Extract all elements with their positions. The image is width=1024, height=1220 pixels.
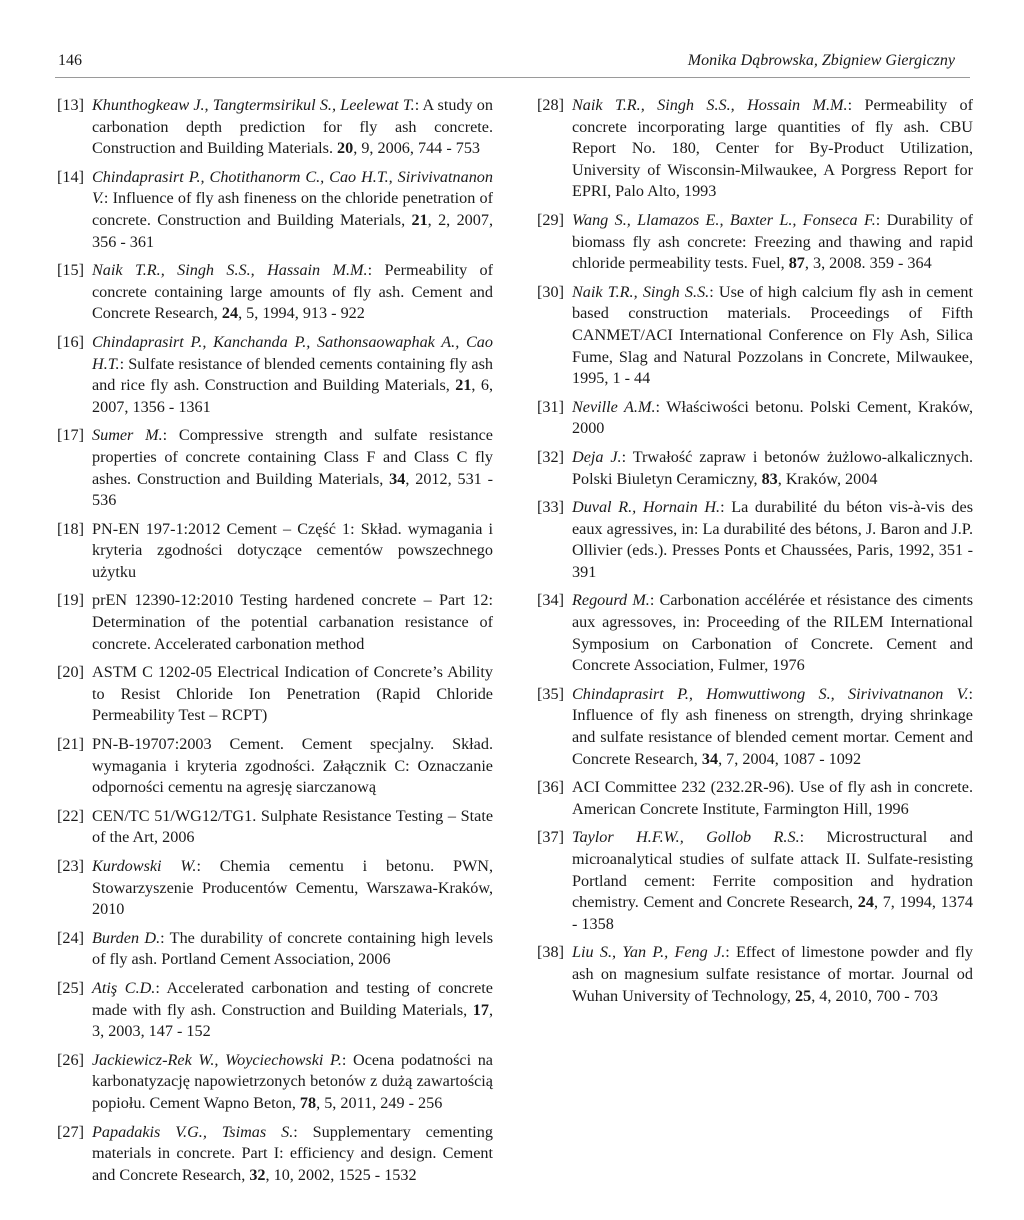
reference-volume: 24 [857, 893, 874, 912]
reference-authors: Wang S., Llamazos E., Baxter L., Fonseca F. [572, 210, 876, 229]
reference-text: : Chemia cementu i betonu. PWN, Stowarzyszenie Producentów Cementu, Warszawa-Kraków, 2010 [92, 857, 493, 919]
page-header [55, 50, 970, 74]
reference-details: , 7, 1994, 1374 - 1358 [572, 893, 974, 933]
reference-number: [38] [537, 943, 564, 962]
reference-details: , 5, 1994, 913 - 922 [238, 304, 365, 323]
reference-authors: Khunthogkeaw J., Tangtermsirikul S., Leelewat T. [92, 96, 415, 114]
reference-text: : Permeability of concrete incorporating large quantities of fly ash. CBU Report No. 180, Center for By-Product Utilization, University of Wisconsin-Milwaukee, A Porgress Report for EPRI, Palo Alto, 1993 [572, 96, 974, 201]
reference-text: : Accelerated carbonation and testing of concrete made with fly ash. Construction and Building Materials, [92, 978, 493, 1019]
reference-entry [57, 806, 493, 849]
reference-details: , 3, 2008. 359 - 364 [804, 254, 932, 273]
reference-entry [57, 425, 493, 511]
reference-text: : Właściwości betonu. Polski Cement, Kraków, 2000 [572, 397, 973, 438]
reference-volume: 21 [455, 376, 472, 395]
reference-entry [537, 827, 973, 935]
reference-authors: Atiş C.D. [92, 978, 156, 997]
reference-text: : Durability of biomass fly ash concrete: Freezing and thawing and rapid chloride permeability tests. Fuel, [572, 210, 973, 273]
reference-authors: Liu S., Yan P., Feng J. [572, 943, 726, 962]
references-right-column [537, 95, 973, 1014]
reference-number: [25] [57, 978, 84, 997]
reference-number: [21] [57, 735, 84, 754]
running-head-authors: Monika Dąbrowska, Zbigniew Giergiczny [687, 52, 955, 69]
reference-volume: 20 [337, 139, 354, 158]
reference-details: , 2012, 531 - 536 [92, 469, 493, 510]
reference-details: , 10, 2002, 1525 - 1532 [265, 1165, 417, 1184]
reference-entry [537, 95, 973, 203]
reference-number: [30] [537, 282, 564, 301]
reference-text: : Carbonation accélérée et résistance des ciments aux agressoves, in: Proceeding of the RILEM International Symposium on Carbonation of Concrete. Cement and Concrete Association, Fulmer, 1976 [572, 591, 973, 675]
reference-number: [16] [57, 332, 84, 351]
reference-entry [57, 1122, 493, 1187]
reference-entry [57, 734, 493, 799]
reference-number: [19] [57, 591, 84, 610]
reference-entry [57, 978, 493, 1043]
reference-number: [31] [537, 397, 564, 416]
reference-details: , 6, 2007, 1356 - 1361 [92, 376, 494, 416]
reference-number: [29] [537, 210, 564, 229]
reference-number: [24] [57, 928, 84, 947]
reference-text: : Permeability of concrete containing large amounts of fly ash. Cement and Concrete Research, [92, 261, 494, 323]
reference-authors: Chindaprasirt P., Chotithanorm C., Cao H.T., Sirivivatnanon V. [92, 167, 493, 208]
reference-text: : La durabilité du béton vis-à-vis des eaux agressives, in: La durabilité des bétons, J. Baron and J.P. Ollivier (eds.). Presses Ponts et Chaussées, Paris, 1992, 351 - 391 [572, 498, 974, 581]
reference-text: : Microstructural and microanalytical studies of sulfate attack II. Sulfate-resisting Portland cement: Ferrite composition and hydration chemistry. Cement and Concrete Research, [572, 828, 973, 912]
reference-number: [36] [537, 778, 564, 797]
reference-entry [57, 590, 493, 655]
reference-entry [537, 590, 973, 676]
reference-volume: 25 [795, 986, 812, 1005]
reference-entry [537, 942, 973, 1007]
reference-number: [20] [57, 663, 84, 682]
reference-entry [537, 210, 973, 275]
reference-volume: 83 [761, 469, 778, 488]
reference-authors: Naik T.R., Singh S.S., Hassain M.M. [92, 261, 368, 280]
reference-authors: Papadakis V.G., Tsimas S. [92, 1122, 294, 1141]
reference-details: , 3, 2003, 147 - 152 [92, 1000, 493, 1041]
reference-volume: 24 [221, 304, 239, 323]
reference-text: CEN/TC 51/WG12/TG1. Sulphate Resistance Testing – State of the Art, 2006 [92, 806, 493, 847]
reference-authors: Regourd M. [572, 591, 650, 610]
reference-authors: Duval R., Hornain H. [572, 498, 721, 517]
reference-volume: 78 [299, 1093, 317, 1112]
reference-entry [537, 397, 973, 440]
reference-text: prEN 12390-12:2010 Testing hardened concrete – Part 12: Determination of the potential carbanation resistance of concrete. Accelerated carbonation method [92, 591, 493, 653]
reference-entry [57, 167, 493, 253]
header-rule [55, 77, 970, 78]
reference-authors: Naik T.R., Singh S.S. [572, 282, 710, 301]
reference-authors: Taylor H.F.W., Gollob R.S. [572, 828, 800, 847]
reference-text: : Sulfate resistance of blended cements containing fly ash and rice fly ash. Construction and Building Materials, [92, 354, 493, 395]
reference-number: [26] [57, 1050, 84, 1069]
reference-details: , 9, 2006, 744 - 753 [353, 139, 481, 158]
reference-authors: Sumer M. [92, 426, 163, 445]
reference-details: , Kraków, 2004 [777, 469, 878, 488]
reference-text: ASTM C 1202-05 Electrical Indication of Concrete’s Ability to Resist Chloride Ion Penetration (Rapid Chloride Permeability Test – RCPT) [92, 663, 493, 725]
reference-entry [57, 662, 493, 727]
reference-text: : The durability of concrete containing high levels of fly ash. Portland Cement Association, 2006 [92, 928, 493, 969]
reference-number: [15] [57, 261, 84, 280]
reference-entry [57, 928, 493, 971]
reference-number: [18] [57, 519, 84, 538]
reference-entry [537, 684, 973, 770]
reference-volume: 17 [472, 1000, 489, 1019]
reference-number: [23] [57, 857, 84, 875]
reference-text: : Influence of fly ash fineness on strength, drying shrinkage and sulfate resistance of blended cement mortar. Cement and Concrete Research, [572, 684, 973, 768]
reference-details: , 7, 2004, 1087 - 1092 [718, 749, 862, 768]
reference-entry [57, 332, 493, 418]
reference-number: [37] [537, 828, 564, 847]
reference-text: : Trwałość zapraw i betonów żużlowo-alkalicznych. Polski Biuletyn Ceramiczny, [572, 447, 974, 488]
reference-authors: Kurdowski W. [92, 857, 197, 875]
reference-text: : Supplementary cementing materials in concrete. Part I: efficiency and design. Cement and Concrete Research, [92, 1122, 493, 1184]
reference-number: [34] [537, 591, 564, 610]
reference-number: [22] [57, 806, 84, 825]
reference-text: : Influence of fly ash fineness on the chloride penetration of concrete. Construction and Building Materials, [92, 189, 493, 229]
reference-entry [57, 95, 493, 160]
reference-entry [57, 856, 493, 921]
reference-text: : Effect of limestone powder and fly ash on magnesium sulfate resistance of mortar. Journal od Wuhan University of Technology, [572, 943, 973, 1005]
references-left-column [57, 95, 493, 1193]
reference-number: [35] [537, 684, 564, 703]
reference-number: [32] [537, 447, 564, 466]
reference-authors: Naik T.R., Singh S.S., Hossain M.M. [572, 96, 848, 114]
reference-authors: Chindaprasirt P., Homwuttiwong S., Sirivivatnanon V. [572, 684, 969, 703]
reference-entry [537, 497, 973, 583]
reference-entry [57, 1050, 493, 1115]
reference-text: : A study on carbonation depth prediction for fly ash concrete. Construction and Building Materials. [92, 96, 493, 158]
reference-authors: Chindaprasirt P., Kanchanda P., Sathonsaowaphak A., Cao H.T. [92, 332, 493, 373]
page-number: 146 [58, 52, 82, 69]
reference-text: : Compressive strength and sulfate resistance properties of concrete containing Class F and Class C fly ashes. Construction and Building Materials, [92, 426, 493, 488]
reference-authors: Jackiewicz-Rek W., Woyciechowski P. [92, 1050, 342, 1069]
reference-text: PN-EN 197-1:2012 Cement – Część 1: Skład. wymagania i kryteria zgodności dotyczące cementów powszechnego użytku [92, 519, 493, 581]
reference-entry [57, 260, 493, 325]
reference-volume: 32 [249, 1165, 266, 1184]
reference-details: , 5, 2011, 249 - 256 [316, 1093, 443, 1112]
reference-volume: 34 [701, 749, 719, 768]
reference-number: [13] [57, 96, 84, 114]
reference-authors: Deja J. [572, 447, 622, 466]
reference-text: PN-B-19707:2003 Cement. Cement specjalny. Skład. wymagania i kryteria zgodności. Załącznik C: Oznaczanie odporności cementu na agresję siarczanową [92, 735, 493, 797]
reference-authors: Neville A.M. [572, 397, 656, 416]
reference-details: , 2, 2007, 356 - 361 [92, 210, 493, 251]
reference-volume: 34 [389, 469, 406, 488]
reference-number: [14] [57, 167, 84, 186]
reference-text: : Use of high calcium fly ash in cement based construction materials. Proceedings of Fifth CANMET/ACI International Conference on Fly Ash, Silica Fume, Slag and Natural Pozzolans in Concrete, Milwaukee, 1995, 1 - 44 [572, 282, 974, 388]
reference-entry [57, 519, 493, 584]
reference-authors: Burden D. [92, 928, 161, 947]
reference-text: ACI Committee 232 (232.2R-96). Use of fly ash in concrete. American Concrete Institute, Farmington Hill, 1996 [572, 778, 973, 818]
reference-volume: 87 [788, 254, 805, 273]
reference-details: , 4, 2010, 700 - 703 [811, 986, 938, 1005]
reference-number: [17] [57, 426, 84, 445]
reference-text: : Ocena podatności na karbonatyzację napowietrzonych betonów z dużą zawartością popiołu. Cement Wapno Beton, [92, 1050, 493, 1112]
reference-number: [28] [537, 96, 564, 114]
reference-entry [537, 777, 973, 820]
reference-number: [33] [537, 498, 564, 517]
reference-entry [537, 282, 973, 390]
reference-entry [537, 447, 973, 490]
reference-number: [27] [57, 1122, 84, 1141]
reference-volume: 21 [411, 210, 428, 229]
